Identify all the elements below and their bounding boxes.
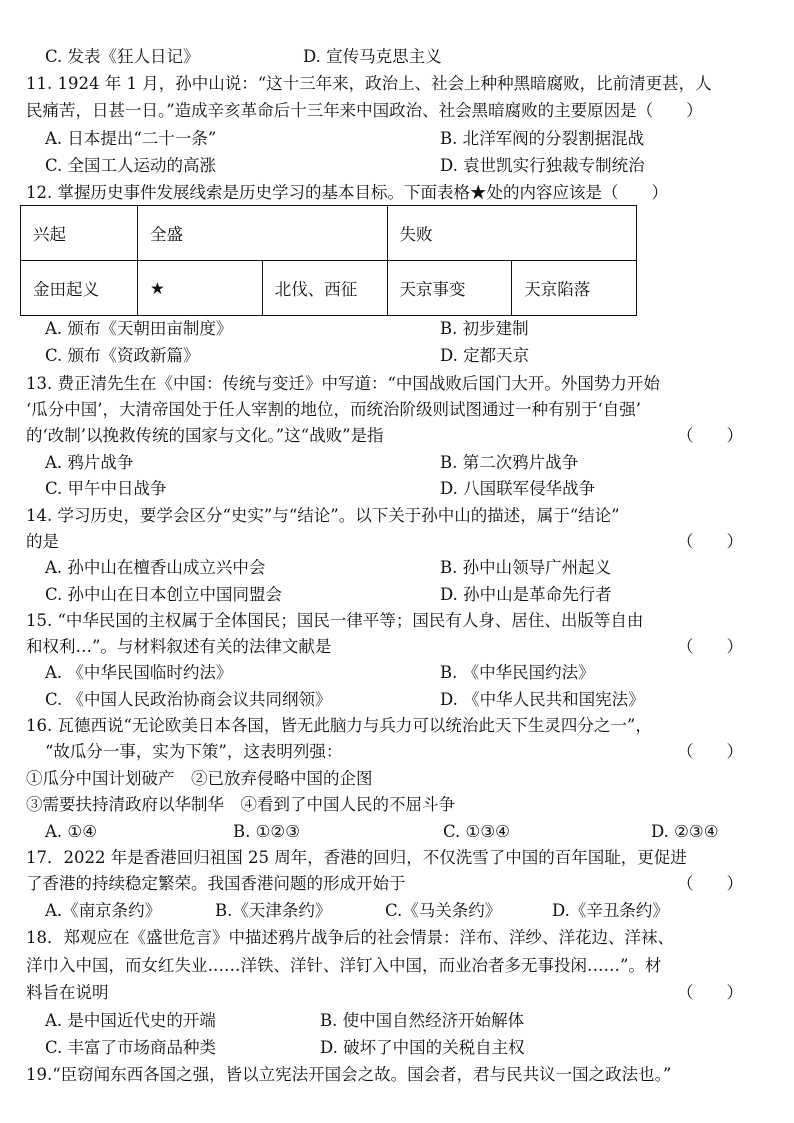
q14-option-d: D. 孙中山是革命先行者 xyxy=(440,585,612,604)
q16-item-line2: ③需要扶持清政府以华制华 ④看到了中国人民的不屈斗争 xyxy=(26,795,455,814)
q13-option-c: C. 甲午中日战争 xyxy=(45,479,167,498)
table-header-cell: 全盛 xyxy=(138,206,388,261)
q17-option-d: D.《辛丑条约》 xyxy=(552,901,669,920)
q11-stem-line2: 民痛苦，日甚一日。”造成辛亥革命后十三年来中国政治、社会黑暗腐败的主要原因是（ ） xyxy=(26,101,703,120)
table-header-cell: 兴起 xyxy=(21,206,138,261)
q15-stem-line1: 15. “中华民国的主权属于全体国民；国民一律平等；国民有人身、居住、出版等自由 xyxy=(26,611,644,630)
table-cell: 金田起义 xyxy=(21,261,138,316)
q18-option-c: C. 丰富了市场商品种类 xyxy=(45,1038,217,1057)
q13-answer-paren: （ ） xyxy=(677,426,743,445)
q11-option-d: D. 袁世凯实行独裁专制统治 xyxy=(440,156,645,175)
q13-option-a: A. 鸦片战争 xyxy=(45,453,134,472)
q14-answer-paren: （ ） xyxy=(677,532,743,551)
q14-option-a: A. 孙中山在檀香山成立兴中会 xyxy=(45,558,266,577)
q12-option-b: B. 初步建制 xyxy=(440,319,529,338)
table-cell: 天京陷落 xyxy=(512,261,637,316)
table-header-cell: 失败 xyxy=(387,206,637,261)
q17-stem-line2: 了香港的持续稳定繁荣。我国香港问题的形成开始于 xyxy=(26,874,406,893)
q14-option-c: C. 孙中山在日本创立中国同盟会 xyxy=(45,585,283,604)
q17-option-b: B.《天津条约》 xyxy=(215,901,332,920)
q18-option-a: A. 是中国近代史的开端 xyxy=(45,1011,216,1030)
q11-option-c: C. 全国工人运动的高涨 xyxy=(45,156,217,175)
q13-option-d: D. 八国联军侵华战争 xyxy=(440,479,596,498)
q16-stem-line1: 16. 瓦德西说“无论欧美日本各国，皆无此脑力与兵力可以统治此天下生灵四分之一”， xyxy=(26,716,652,735)
q18-stem-line2: 洋巾入中国，而女红失业……洋铁、洋针、洋钉入中国，而业冶者多无事投闲……”。材 xyxy=(26,956,662,975)
table-cell: 北伐、西征 xyxy=(262,261,387,316)
q18-option-d: D. 破坏了中国的关税自主权 xyxy=(320,1038,525,1057)
q15-option-c: C. 《中国人民政治协商会议共同纲领》 xyxy=(45,690,332,709)
q13-stem-line3: 的‘改制’以挽救传统的国家与文化。”这“战败”是指 xyxy=(26,426,384,445)
q16-option-a: A. ①④ xyxy=(45,822,97,841)
q14-stem-line2: 的是 xyxy=(26,532,59,551)
q15-option-a: A. 《中华民国临时约法》 xyxy=(45,663,233,682)
table-cell: ★ xyxy=(138,261,263,316)
q10-option-d: D. 宣传马克思主义 xyxy=(303,47,442,66)
q11-option-b: B. 北洋军阀的分裂割据混战 xyxy=(440,129,645,148)
q16-item-line1: ①瓜分中国计划破产 ②已放弃侵略中国的企图 xyxy=(26,769,373,788)
q17-option-c: C.《马关条约》 xyxy=(385,901,502,920)
q14-option-b: B. 孙中山领导广州起义 xyxy=(440,558,612,577)
q18-stem-line3: 料旨在说明 xyxy=(26,983,109,1002)
q12-stem-line1: 12. 掌握历史事件发展线索是历史学习的基本目标。下面表格★处的内容应该是（ ） xyxy=(26,183,668,202)
q11-option-a: A. 日本提出“二十一条” xyxy=(45,129,217,148)
q16-answer-paren: （ ） xyxy=(677,742,743,761)
q16-option-b: B. ①②③ xyxy=(233,822,300,841)
q13-stem-line1: 13. 费正清先生在《中国：传统与变迁》中写道：“中国战败后国门大开。外国势力开始 xyxy=(26,374,660,393)
q12-option-c: C. 颁布《资政新篇》 xyxy=(45,346,200,365)
q14-stem-line1: 14. 学习历史，要学会区分“史实”与“结论”。以下关于孙中山的描述，属于“结论” xyxy=(26,506,620,525)
q16-option-c: C. ①③④ xyxy=(443,822,510,841)
q16-option-d: D. ②③④ xyxy=(651,822,719,841)
q18-answer-paren: （ ） xyxy=(677,983,743,1002)
table-cell: 天京事变 xyxy=(387,261,512,316)
table-row xyxy=(21,206,637,261)
q15-stem-line2: 和权利…”。与材料叙述有关的法律文献是 xyxy=(26,637,332,656)
q15-answer-paren: （ ） xyxy=(677,637,743,656)
q10-option-c: C. 发表《狂人日记》 xyxy=(45,47,200,66)
q12-table xyxy=(20,205,637,316)
q15-option-b: B. 《中华民国约法》 xyxy=(440,663,595,682)
q11-stem-line1: 11. 1924 年 1 月，孙中山说：“这十三年来，政治上、社会上种种黑暗腐败，比前清更甚，人 xyxy=(26,74,712,93)
q17-option-a: A.《南京条约》 xyxy=(45,901,162,920)
q15-option-d: D. 《中华人民共和国宪法》 xyxy=(440,690,645,709)
q19-stem-line1: 19.“臣窃闻东西各国之强，皆以立宪法开国会之故。国会者，君与民共议一国之政法也。” xyxy=(26,1065,672,1084)
table-row xyxy=(21,261,637,316)
q16-stem-line2: “故瓜分一事，实为下策”，这表明列强： xyxy=(45,742,343,761)
q17-answer-paren: （ ） xyxy=(677,874,743,893)
q18-option-b: B. 使中国自然经济开始解体 xyxy=(320,1011,525,1030)
q17-stem-line1: 17．2022 年是香港回归祖国 25 周年，香港的回归，不仅洗雪了中国的百年国耻，更促进 xyxy=(26,848,687,867)
q12-option-d: D. 定都天京 xyxy=(440,346,530,365)
q18-stem-line1: 18．郑观应在《盛世危言》中描述鸦片战争后的社会情景：洋布、洋纱、洋花边、洋袜、 xyxy=(26,928,674,947)
q13-option-b: B. 第二次鸦片战争 xyxy=(440,453,579,472)
q12-option-a: A. 颁布《天朝田亩制度》 xyxy=(45,319,233,338)
q13-stem-line2: ‘瓜分中国’，大清帝国处于任人宰割的地位，而统治阶级则试图通过一种有别于‘自强’ xyxy=(26,400,641,419)
